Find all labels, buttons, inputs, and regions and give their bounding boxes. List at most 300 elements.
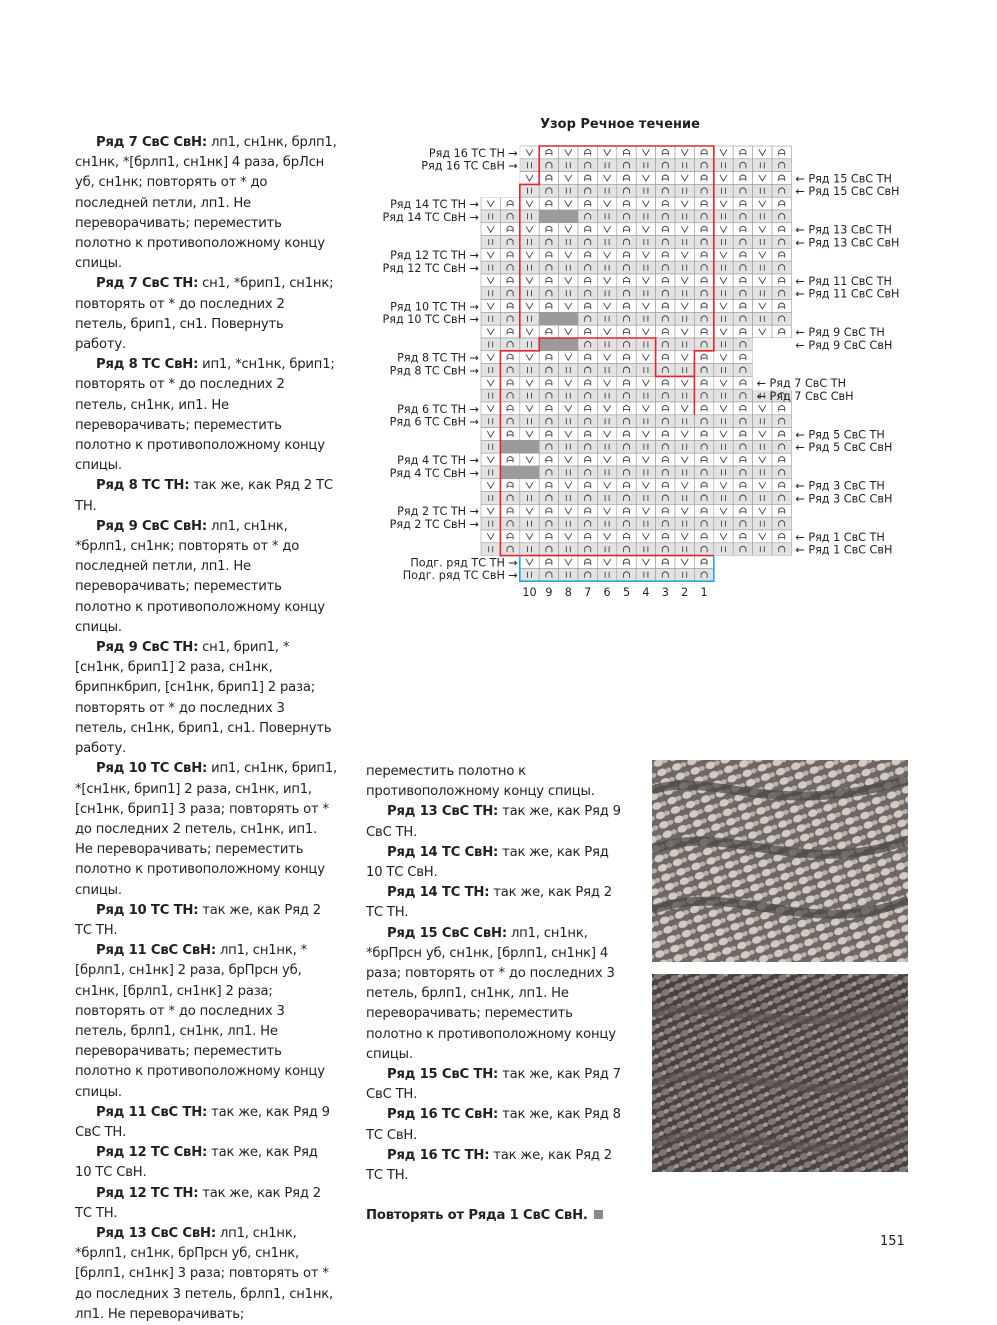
chart-cell — [694, 530, 713, 543]
instruction-paragraph — [75, 1103, 337, 1143]
chart-cell — [714, 364, 733, 377]
row-heading: Ряд 15 СвС СвН: — [387, 925, 507, 941]
chart-cell — [733, 517, 752, 530]
chart-cell — [559, 351, 578, 364]
chart-cell — [500, 223, 519, 236]
chart-cell — [520, 159, 539, 172]
chart-cell — [636, 274, 655, 287]
chart-cell — [481, 402, 500, 415]
chart-cell — [733, 248, 752, 261]
chart-cell — [539, 223, 558, 236]
middle-text-column — [366, 762, 621, 1226]
chart-cell — [636, 453, 655, 466]
chart-cell — [617, 376, 636, 389]
chart-cell — [559, 568, 578, 581]
chart-cell — [481, 210, 500, 223]
chart-cell — [636, 159, 655, 172]
chart-cell — [733, 236, 752, 249]
chart-cell — [617, 312, 636, 325]
chart-cell — [714, 440, 733, 453]
chart-cell — [714, 146, 733, 159]
chart-cell — [694, 338, 713, 351]
chart-cell — [636, 466, 655, 479]
repeat-note-text: Повторять от Ряда 1 СвС СвН. — [366, 1208, 588, 1224]
chart-cell — [694, 274, 713, 287]
knitting-chart — [366, 138, 926, 598]
chart-cell — [636, 223, 655, 236]
chart-cell — [559, 428, 578, 441]
instruction-paragraph — [366, 1065, 621, 1105]
chart-cell — [559, 492, 578, 505]
chart-cell — [481, 440, 500, 453]
chart-cell — [636, 184, 655, 197]
row-instructions: так же, как Ряд 2 ТС ТН. — [75, 902, 321, 938]
chart-cell — [481, 364, 500, 377]
chart-cell — [675, 300, 694, 313]
chart-cell — [559, 325, 578, 338]
chart-cell — [733, 146, 752, 159]
chart-title: Узор Речное течение — [540, 117, 700, 132]
row-instructions: так же, как Ряд 2 ТС ТН. — [366, 885, 612, 921]
chart-cell — [714, 312, 733, 325]
chart-cell — [481, 312, 500, 325]
chart-cell — [675, 184, 694, 197]
chart-cell — [520, 197, 539, 210]
chart-cell — [617, 287, 636, 300]
chart-cell — [597, 415, 616, 428]
chart-cell — [481, 351, 500, 364]
chart-cell — [714, 184, 733, 197]
chart-cell — [578, 172, 597, 185]
chart-cell — [578, 492, 597, 505]
chart-cell — [636, 351, 655, 364]
chart-cell — [656, 415, 675, 428]
chart-cell — [500, 248, 519, 261]
chart-cell — [578, 351, 597, 364]
chart-cell — [772, 517, 791, 530]
chart-cell — [675, 492, 694, 505]
right-row-label: ← Ряд 1 СвС СвН — [795, 543, 893, 557]
chart-cell — [597, 492, 616, 505]
chart-cell — [539, 453, 558, 466]
row-heading: Ряд 16 ТС ТН: — [387, 1147, 490, 1163]
chart-cell — [520, 556, 539, 569]
chart-cell — [539, 184, 558, 197]
instruction-paragraph — [75, 274, 337, 355]
chart-cell — [694, 389, 713, 402]
chart-cell — [733, 172, 752, 185]
left-row-label: Ряд 14 ТС ТН → — [390, 198, 479, 211]
chart-cell — [714, 338, 733, 351]
chart-cell — [578, 325, 597, 338]
chart-cell — [578, 504, 597, 517]
left-row-label: Ряд 4 ТС СвН → — [389, 466, 479, 480]
row-instructions: лп1, сн1нк, *брлп1, сн1нк, брПрсн уб, сн1нк, [брлп1, сн1нк] 3 раза; повторять от * до последних 3 петель, брлп1, сн1нк, лп1. Не переворачивать; — [75, 1225, 334, 1322]
chart-cell — [714, 479, 733, 492]
left-row-label: Подг. ряд ТС ТН → — [410, 556, 518, 570]
chart-cell — [656, 300, 675, 313]
chart-cell — [636, 300, 655, 313]
knit-sample-dark-photo — [652, 974, 908, 1172]
row-instructions: так же, как Ряд 2 ТС ТН. — [75, 1185, 321, 1221]
chart-cell — [481, 428, 500, 441]
chart-cell — [694, 223, 713, 236]
chart-cell — [753, 453, 772, 466]
chart-cell — [714, 504, 733, 517]
chart-cell — [559, 530, 578, 543]
left-row-label: Ряд 6 ТС ТН → — [397, 402, 479, 416]
chart-cell — [597, 172, 616, 185]
chart-cell — [597, 568, 616, 581]
left-row-label: Ряд 6 ТС СвН → — [389, 415, 479, 429]
chart-cell — [694, 492, 713, 505]
chart-cell — [772, 261, 791, 274]
chart-cell — [636, 364, 655, 377]
chart-cell — [481, 236, 500, 249]
chart-cell — [520, 312, 539, 325]
chart-cell — [675, 210, 694, 223]
instruction-paragraph — [75, 941, 337, 1103]
chart-cell — [733, 325, 752, 338]
chart-cell — [520, 453, 539, 466]
chart-cell — [733, 351, 752, 364]
chart-cell — [656, 223, 675, 236]
chart-cell — [539, 440, 558, 453]
chart-cell — [520, 184, 539, 197]
chart-cell — [500, 530, 519, 543]
chart-cell — [578, 428, 597, 441]
chart-cell — [520, 415, 539, 428]
chart-cell — [597, 402, 616, 415]
chart-cell — [753, 543, 772, 556]
chart-cell — [772, 543, 791, 556]
chart-cell — [753, 479, 772, 492]
instruction-paragraph — [366, 843, 621, 883]
left-row-label: Ряд 8 ТС СвН → — [389, 364, 479, 378]
chart-cell — [578, 146, 597, 159]
chart-cell — [772, 184, 791, 197]
instruction-paragraph — [75, 517, 337, 638]
chart-cell — [714, 543, 733, 556]
chart-cell — [539, 197, 558, 210]
chart-cell — [772, 223, 791, 236]
knit-sample-light-photo — [652, 760, 908, 962]
chart-cell — [481, 261, 500, 274]
chart-cell — [578, 223, 597, 236]
chart-cell — [675, 338, 694, 351]
chart-cell — [559, 223, 578, 236]
chart-cell — [597, 274, 616, 287]
chart-cell — [520, 364, 539, 377]
chart-cell — [559, 274, 578, 287]
chart-cell — [714, 530, 733, 543]
chart-cell — [559, 287, 578, 300]
chart-cell — [636, 325, 655, 338]
chart-cell — [520, 338, 539, 351]
chart-cell — [753, 184, 772, 197]
chart-cell — [656, 197, 675, 210]
right-row-label: ← Ряд 7 СвС СвН — [756, 390, 854, 403]
chart-cell — [636, 338, 655, 351]
chart-cell — [578, 530, 597, 543]
chart-cell — [656, 543, 675, 556]
chart-cell — [694, 466, 713, 479]
chart-cell — [597, 312, 616, 325]
chart-cell — [656, 184, 675, 197]
chart-cell — [500, 492, 519, 505]
chart-cell — [597, 479, 616, 492]
chart-cell — [481, 325, 500, 338]
chart-cell — [481, 338, 500, 351]
chart-cell — [675, 364, 694, 377]
chart-cell — [772, 274, 791, 287]
chart-cell — [675, 415, 694, 428]
chart-cell — [636, 504, 655, 517]
chart-cell — [772, 504, 791, 517]
chart-cell — [481, 376, 500, 389]
chart-cell — [753, 236, 772, 249]
chart-cell — [578, 479, 597, 492]
chart-cell — [675, 440, 694, 453]
chart-cell — [733, 197, 752, 210]
chart-cell — [500, 517, 519, 530]
chart-cell — [500, 261, 519, 274]
chart-cell — [481, 479, 500, 492]
instruction-paragraph — [75, 759, 337, 900]
chart-cell — [675, 543, 694, 556]
chart-cell — [597, 338, 616, 351]
chart-cell — [597, 236, 616, 249]
left-text-column — [75, 133, 337, 1325]
chart-cell — [675, 325, 694, 338]
chart-cell — [714, 402, 733, 415]
chart-cell — [772, 146, 791, 159]
chart-cell — [656, 479, 675, 492]
chart-cell — [539, 274, 558, 287]
chart-cell — [675, 261, 694, 274]
chart-cell — [656, 287, 675, 300]
right-row-label: ← Ряд 3 СвС ТН — [795, 479, 885, 493]
chart-cell — [675, 146, 694, 159]
chart-cell — [694, 428, 713, 441]
chart-cell — [694, 440, 713, 453]
row-heading: Ряд 11 СвС СвН: — [96, 943, 216, 959]
chart-cell — [636, 568, 655, 581]
chart-cell — [714, 287, 733, 300]
chart-cell — [597, 184, 616, 197]
no-stitch-cell — [500, 440, 539, 453]
chart-cell — [733, 376, 752, 389]
chart-cell — [597, 428, 616, 441]
chart-cell — [520, 402, 539, 415]
chart-cell — [675, 556, 694, 569]
instruction-paragraph — [75, 476, 337, 516]
chart-cell — [656, 466, 675, 479]
chart-cell — [656, 325, 675, 338]
chart-cell — [617, 479, 636, 492]
chart-cell — [597, 261, 616, 274]
column-number: 2 — [681, 586, 689, 598]
chart-cell — [578, 159, 597, 172]
instruction-paragraph — [366, 1105, 621, 1145]
chart-cell — [617, 172, 636, 185]
chart-cell — [617, 274, 636, 287]
chart-cell — [694, 159, 713, 172]
chart-cell — [675, 504, 694, 517]
chart-cell — [753, 146, 772, 159]
chart-cell — [656, 172, 675, 185]
chart-cell — [597, 159, 616, 172]
chart-cell — [656, 568, 675, 581]
chart-cell — [500, 287, 519, 300]
chart-cell — [656, 402, 675, 415]
chart-cell — [597, 504, 616, 517]
chart-cell — [772, 172, 791, 185]
row-heading: Ряд 9 СвС СвН: — [96, 518, 207, 534]
chart-cell — [714, 415, 733, 428]
chart-cell — [500, 210, 519, 223]
chart-cell — [597, 530, 616, 543]
right-row-label: ← Ряд 3 СвС СвН — [795, 492, 893, 506]
chart-cell — [597, 146, 616, 159]
chart-cell — [617, 428, 636, 441]
chart-cell — [733, 312, 752, 325]
column-number: 6 — [603, 586, 611, 598]
chart-cell — [597, 325, 616, 338]
chart-cell — [578, 543, 597, 556]
chart-cell — [578, 389, 597, 402]
chart-cell — [656, 376, 675, 389]
chart-cell — [578, 568, 597, 581]
chart-cell — [675, 517, 694, 530]
chart-cell — [559, 556, 578, 569]
left-row-label: Ряд 10 ТС СвН → — [382, 313, 479, 327]
chart-cell — [617, 351, 636, 364]
row-heading: Ряд 11 СвС ТН: — [96, 1104, 208, 1120]
chart-cell — [520, 172, 539, 185]
chart-cell — [772, 312, 791, 325]
chart-cell — [539, 364, 558, 377]
chart-cell — [772, 248, 791, 261]
chart-cell — [539, 556, 558, 569]
chart-cell — [500, 504, 519, 517]
chart-cell — [597, 543, 616, 556]
chart-cell — [559, 184, 578, 197]
chart-cell — [753, 159, 772, 172]
left-row-label: Ряд 2 ТС СвН → — [389, 518, 479, 531]
chart-cell — [520, 517, 539, 530]
chart-cell — [500, 543, 519, 556]
chart-cell — [753, 223, 772, 236]
chart-cell — [772, 300, 791, 313]
chart-cell — [559, 402, 578, 415]
chart-cell — [520, 376, 539, 389]
chart-cell — [675, 197, 694, 210]
chart-cell — [597, 210, 616, 223]
instruction-paragraph — [75, 1143, 337, 1183]
chart-cell — [597, 517, 616, 530]
chart-cell — [733, 210, 752, 223]
chart-cell — [617, 402, 636, 415]
chart-cell — [714, 210, 733, 223]
chart-cell — [481, 248, 500, 261]
chart-cell — [656, 517, 675, 530]
chart-cell — [675, 287, 694, 300]
chart-cell — [636, 376, 655, 389]
chart-cell — [539, 479, 558, 492]
chart-cell — [714, 300, 733, 313]
left-row-label: Ряд 4 ТС ТН → — [397, 454, 479, 467]
chart-cell — [694, 453, 713, 466]
instruction-paragraph — [366, 1146, 621, 1186]
chart-cell — [733, 466, 752, 479]
chart-cell — [753, 287, 772, 300]
chart-cell — [520, 223, 539, 236]
chart-cell — [694, 210, 713, 223]
chart-cell — [539, 376, 558, 389]
column-number: 9 — [545, 586, 553, 598]
chart-cell — [714, 172, 733, 185]
chart-cell — [675, 530, 694, 543]
chart-cell — [753, 530, 772, 543]
chart-cell — [714, 453, 733, 466]
chart-cell — [617, 248, 636, 261]
left-row-label: Ряд 10 ТС ТН → — [390, 300, 479, 314]
chart-cell — [578, 210, 597, 223]
chart-cell — [539, 530, 558, 543]
chart-cell — [733, 184, 752, 197]
chart-cell — [753, 402, 772, 415]
column-number: 7 — [584, 586, 592, 598]
chart-cell — [578, 376, 597, 389]
chart-cell — [539, 466, 558, 479]
left-row-label: Ряд 8 ТС ТН → — [397, 351, 479, 365]
chart-cell — [694, 376, 713, 389]
chart-cell — [520, 236, 539, 249]
chart-cell — [694, 312, 713, 325]
page-number: 151 — [880, 1234, 905, 1249]
chart-cell — [617, 453, 636, 466]
chart-cell — [694, 568, 713, 581]
chart-cell — [539, 146, 558, 159]
chart-cell — [481, 504, 500, 517]
right-row-label: ← Ряд 7 СвС ТН — [756, 377, 847, 391]
chart-cell — [559, 453, 578, 466]
chart-cell — [694, 172, 713, 185]
chart-cell — [539, 287, 558, 300]
chart-cell — [694, 325, 713, 338]
chart-cell — [559, 389, 578, 402]
chart-cell — [539, 402, 558, 415]
chart-cell — [481, 197, 500, 210]
chart-cell — [675, 312, 694, 325]
chart-cell — [539, 415, 558, 428]
chart-cell — [520, 479, 539, 492]
chart-cell — [520, 504, 539, 517]
row-heading: Ряд 13 СвС СвН: — [96, 1225, 216, 1241]
chart-cell — [772, 197, 791, 210]
instruction-paragraph — [366, 883, 621, 923]
chart-cell — [520, 325, 539, 338]
chart-cell — [520, 210, 539, 223]
chart-cell — [675, 248, 694, 261]
chart-cell — [714, 517, 733, 530]
chart-cell — [714, 223, 733, 236]
chart-cell — [559, 172, 578, 185]
chart-cell — [578, 440, 597, 453]
no-stitch-cell — [500, 466, 539, 479]
chart-cell — [481, 492, 500, 505]
